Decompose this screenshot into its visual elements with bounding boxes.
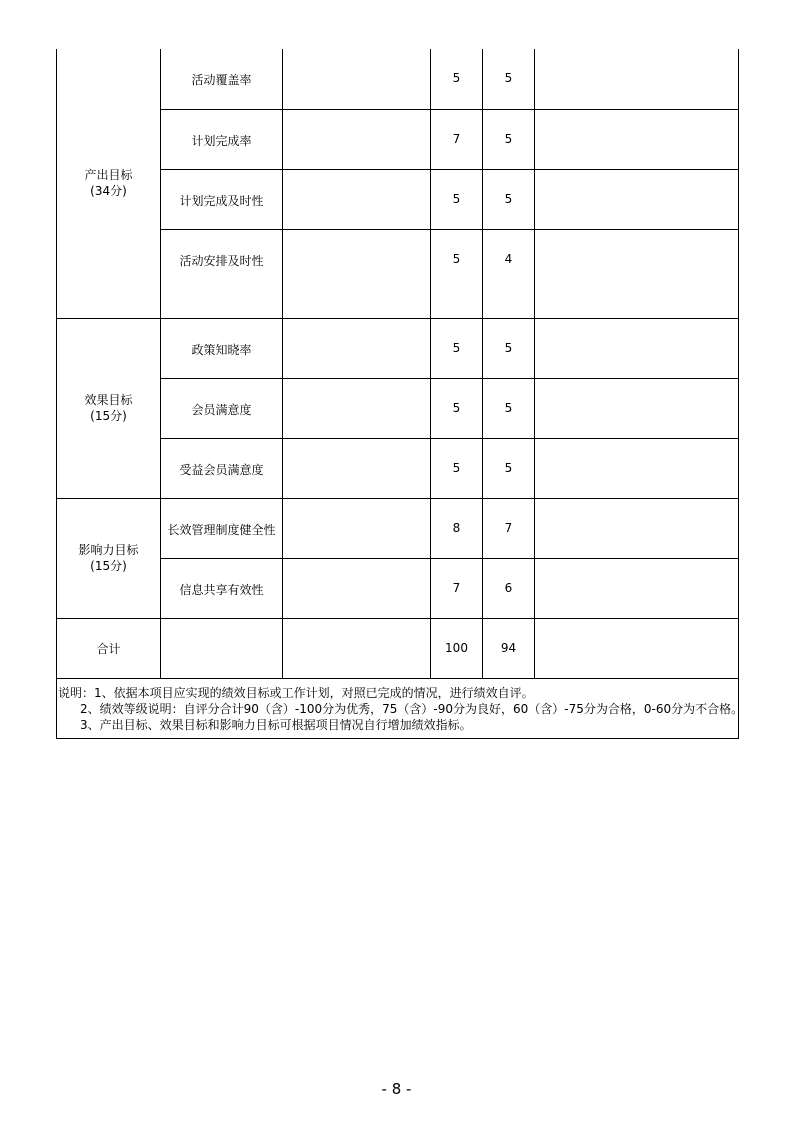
performance-table [56, 49, 744, 739]
remark-cell [535, 109, 739, 169]
total-full-score: 100 [431, 618, 483, 678]
indicator-cell: 政策知晓率 [161, 318, 283, 378]
blank-cell [283, 618, 431, 678]
blank-cell [283, 378, 431, 438]
note-line: 说明：1、依据本项目应实现的绩效目标或工作计划，对照已完成的情况，进行绩效自评。 [58, 685, 534, 700]
table-row [57, 49, 739, 109]
notes-cell [57, 678, 744, 738]
indicator-cell: 活动安排及时性 [161, 229, 283, 318]
total-self-score: 94 [483, 618, 535, 678]
category-score: (34分) [90, 184, 127, 199]
remark-cell [535, 318, 739, 378]
full-score-cell: 5 [431, 378, 483, 438]
self-score-cell: 5 [483, 378, 535, 438]
full-score-cell: 7 [431, 109, 483, 169]
full-score-cell: 5 [431, 49, 483, 109]
category-cell [57, 498, 161, 618]
blank-cell [283, 229, 431, 318]
category-score: (15分) [90, 409, 127, 423]
page-number: - 8 - [381, 1080, 412, 1098]
self-score-cell: 4 [483, 229, 535, 318]
indicator-cell: 计划完成率 [161, 109, 283, 169]
blank-cell [283, 438, 431, 498]
remark-cell [535, 229, 739, 318]
table-row [57, 318, 739, 378]
category-name: 效果目标 [84, 393, 133, 407]
note-line: 3、产出目标、效果目标和影响力目标可根据项目情况自行增加绩效指标。 [80, 717, 472, 732]
indicator-cell: 受益会员满意度 [161, 438, 283, 498]
total-row [57, 618, 739, 678]
indicator-cell: 计划完成及时性 [161, 169, 283, 229]
remark-cell [535, 618, 739, 678]
category-name: 影响力目标 [78, 543, 139, 557]
table-row [57, 498, 739, 558]
self-score-cell: 5 [483, 169, 535, 229]
category-score: (15分) [90, 559, 127, 573]
full-score-cell: 5 [431, 169, 483, 229]
self-score-cell: 7 [483, 498, 535, 558]
blank-cell [283, 318, 431, 378]
full-score-cell: 5 [431, 438, 483, 498]
remark-cell [535, 498, 739, 558]
full-score-cell: 7 [431, 558, 483, 618]
remark-cell [535, 438, 739, 498]
remark-cell [535, 378, 739, 438]
blank-cell [283, 49, 431, 109]
indicator-cell: 信息共享有效性 [161, 558, 283, 618]
blank-cell [283, 109, 431, 169]
blank-cell [283, 169, 431, 229]
indicator-cell: 活动覆盖率 [161, 49, 283, 109]
indicator-cell: 会员满意度 [161, 378, 283, 438]
blank-cell [283, 498, 431, 558]
indicator-cell: 长效管理制度健全性 [161, 498, 283, 558]
full-score-cell: 5 [431, 229, 483, 318]
category-cell [57, 49, 161, 318]
self-score-cell: 5 [483, 109, 535, 169]
self-score-cell: 5 [483, 49, 535, 109]
category-cell [57, 318, 161, 498]
self-score-cell: 6 [483, 558, 535, 618]
self-score-cell: 5 [483, 318, 535, 378]
note-line: 2、绩效等级说明：自评分合计90（含）-100分为优秀，75（含）-90分为良好，60（含）-75分为合格，0-60分为不合格。 [80, 701, 744, 716]
remark-cell [535, 169, 739, 229]
notes-row [57, 678, 739, 738]
self-score-cell: 5 [483, 438, 535, 498]
full-score-cell: 8 [431, 498, 483, 558]
blank-cell [283, 558, 431, 618]
total-label: 合计 [57, 618, 161, 678]
remark-cell [535, 558, 739, 618]
category-name: 产出目标 [84, 168, 133, 183]
full-score-cell: 5 [431, 318, 483, 378]
remark-cell [535, 49, 739, 109]
blank-cell [161, 618, 283, 678]
